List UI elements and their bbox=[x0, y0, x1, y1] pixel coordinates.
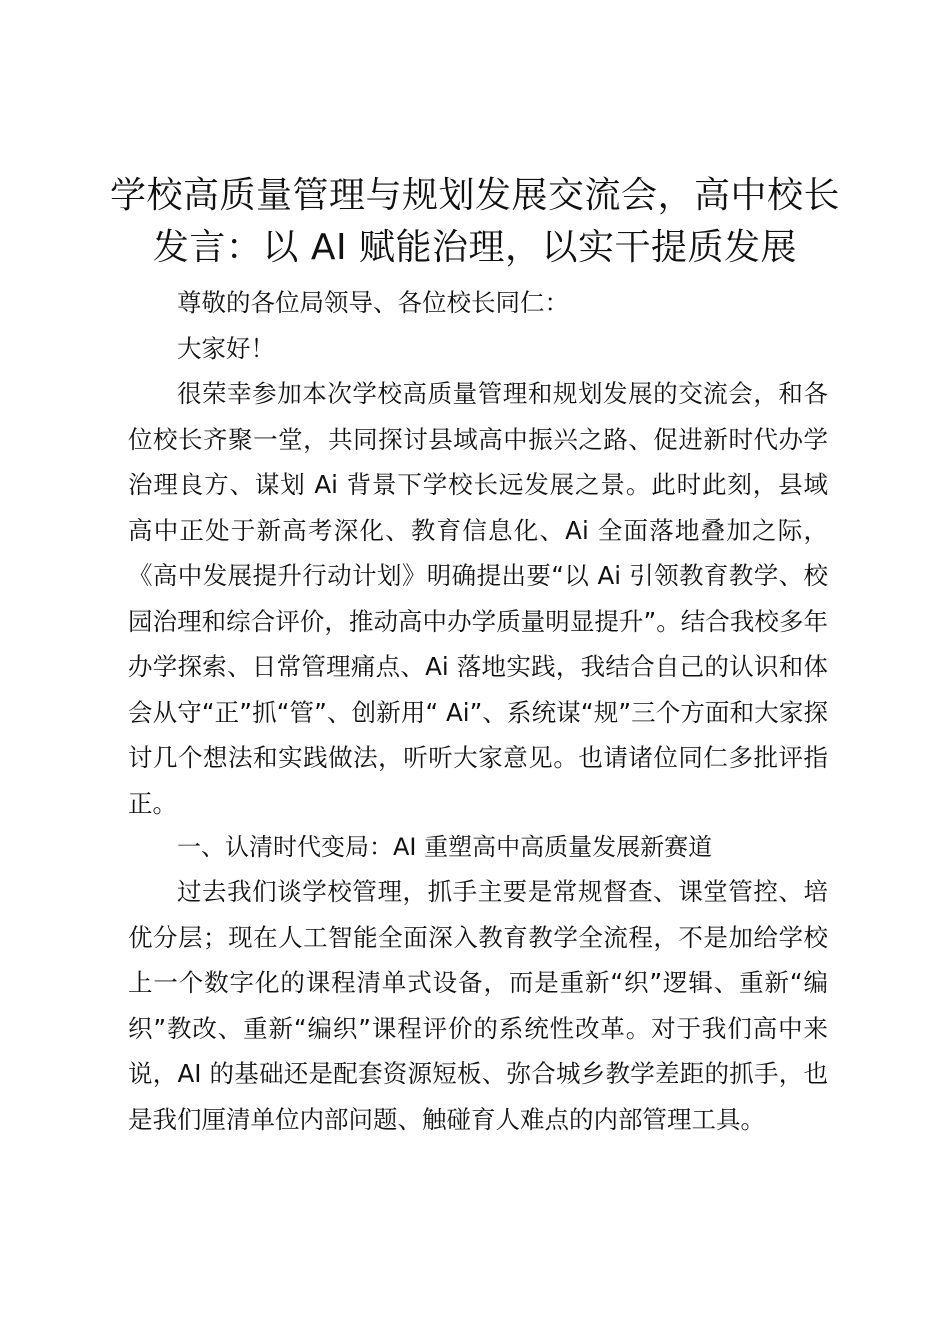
greeting: 大家好！ bbox=[177, 334, 275, 363]
salutation: 尊敬的各位局领导、各位校长同仁： bbox=[177, 288, 569, 317]
document-title-line-1: 学校高质量管理与规划发展交流会，高中校长 bbox=[109, 175, 840, 216]
document-title-line-2: 发言：以 AI 赋能治理，以实干提质发展 bbox=[152, 227, 798, 268]
body-paragraph-1: 很荣幸参加本次学校高质量管理和规划发展的交流会，和各位校长齐聚一堂，共同探讨县域高中振兴之路、促进新时代办学治理良方、谋划 Ai 背景下学校长远发展之景。此时此刻，县域高中正处于新高考深化、教育信息化、Ai 全面落地叠加之际，《高中发展提升行动计划》明确提出要“以 Ai 引领教育教学、校园治理和综合评价，推动高中办学质量明显提升”。结合我校多年办学探索、日常管理痛点、Ai 落地实践，我结合自己的认识和体会从守“正”抓“管”、创新用“ Ai”、系统谋“规”三个方面和大家探讨几个想法和实践做法，听听大家意见。也请诸位同仁多批评指正。 bbox=[128, 379, 828, 818]
section-heading-1: 一、认清时代变局：AI 重塑高中高质量发展新赛道 bbox=[177, 833, 713, 861]
body-paragraph-2: 过去我们谈学校管理，抓手主要是常规督查、课堂管控、培优分层；现在人工智能全面深入教育教学全流程，不是加给学校上一个数字化的课程清单式设备，而是重新“织”逻辑、重新“编织”教改、重新“编织”课程评价的系统性改革。对于我们高中来说，AI 的基础还是配套资源短板、弥合城乡教学差距的抓手，也是我们厘清单位内部问题、触碰育人难点的内部管理工具。 bbox=[128, 877, 828, 1134]
